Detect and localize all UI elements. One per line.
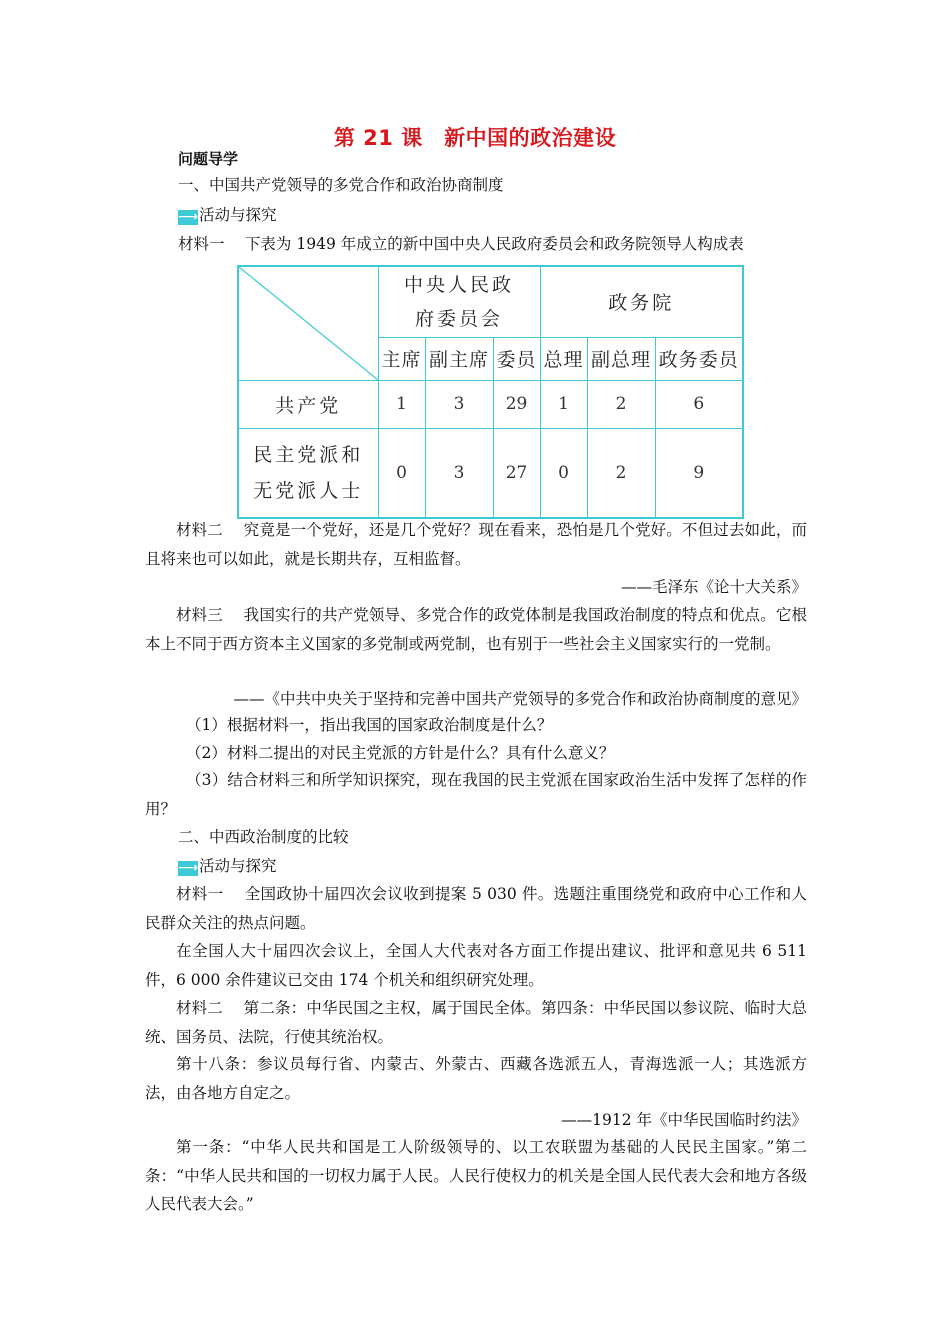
table-cell: 2: [587, 380, 655, 428]
part2-material2-b: 第十八条：参议员每行省、内蒙古、外蒙古、西藏各选派五人，青海选派一人；其选派方法，由各地方自定之。: [145, 1055, 807, 1102]
leadership-table: [237, 265, 744, 519]
table-cell: 27: [493, 428, 540, 517]
section-heading: 问题导学: [178, 150, 239, 168]
part1-activity: [178, 201, 277, 229]
arrow-icon: ⟶: [178, 860, 199, 876]
part2-activity: [178, 852, 277, 880]
part2-heading: 二、中西政治制度的比较: [178, 828, 349, 846]
part1-material3-source: ——《中共中央关于坚持和完善中国共产党领导的多党合作和政治协商制度的意见》: [233, 690, 807, 708]
table-cell: 29: [493, 380, 540, 428]
table-cell: 0: [540, 428, 587, 517]
arrow-icon: ⟶: [178, 209, 199, 225]
table-cell: 1: [378, 380, 425, 428]
table-row-label: 民主党派和无党派人士: [239, 428, 378, 517]
table-column-header: 主席: [378, 337, 425, 380]
table-cell: 6: [655, 380, 742, 428]
part1-material3: 材料三 我国实行的共产党领导、多党合作的政党体制是我国政治制度的特点和优点。它根本上不同于西方资本主义国家的多党制或两党制，也有别于一些社会主义国家实行的一党制。: [145, 606, 807, 653]
part2-material1-b: 在全国人大十届四次会议上，全国人大代表对各方面工作提出建议、批评和意见共 6 511 件，6 000 余件建议已交由 174 个机关和组织研究处理。: [145, 942, 807, 989]
part1-material2: 材料二 究竟是一个党好，还是几个党好？现在看来，恐怕是几个党好。不但过去如此，而且将来也可以如此，就是长期共存，互相监督。: [145, 521, 807, 568]
activity-label: 活动与探究: [199, 857, 277, 875]
lesson-title: 第 21 课 新中国的政治建设: [333, 126, 617, 150]
question-1: （1）根据材料一，指出我国的国家政治制度是什么？: [186, 716, 553, 734]
table-cell: 0: [378, 428, 425, 517]
part2-material1: 材料一 全国政协十届四次会议收到提案 5 030 件。选题注重围绕党和政府中心工作和人民群众关注的热点问题。: [145, 885, 807, 932]
table-cell: 3: [425, 380, 493, 428]
table-column-header: 委员: [493, 337, 540, 380]
table-column-header: 副总理: [587, 337, 655, 380]
diagonal-line: [239, 267, 378, 380]
table-row-label: 共产党: [239, 380, 378, 428]
table-cell: 2: [587, 428, 655, 517]
table-row: [239, 428, 742, 517]
table-cell: 3: [425, 428, 493, 517]
part2-material3: 第一条：“中华人民共和国是工人阶级领导的、以工农联盟为基础的人民民主国家。”第二条：“中华人民共和国的一切权力属于人民。人民行使权力的机关是全国人民代表大会和地方各级人民代表大会。”: [145, 1138, 807, 1213]
question-2: （2）材料二提出的对民主党派的方针是什么？具有什么意义？: [186, 744, 615, 762]
table-group-header: 中央人民政府委员会: [378, 267, 540, 337]
table-row: [239, 380, 742, 428]
table-cell: 1: [540, 380, 587, 428]
part1-material2-source: ——毛泽东《论十大关系》: [620, 578, 807, 596]
table-column-header: 政务委员: [655, 337, 742, 380]
part1-material1-intro: 材料一 下表为 1949 年成立的新中国中央人民政府委员会和政务院领导人构成表: [178, 235, 744, 253]
table-cell: 9: [655, 428, 742, 517]
table-group-header: 政务院: [540, 267, 742, 337]
part2-material2: 材料二 第二条：中华民国之主权，属于国民全体。第四条：中华民国以参议院、临时大总统、国务员、法院，行使其统治权。: [145, 999, 807, 1046]
question-3: （3）结合材料三和所学知识探究，现在我国的民主党派在国家政治生活中发挥了怎样的作用？: [145, 771, 807, 818]
part2-material2-source: ——1912 年《中华民国临时约法》: [561, 1111, 807, 1129]
part1-heading: 一、中国共产党领导的多党合作和政治协商制度: [178, 176, 504, 194]
table-column-header: 副主席: [425, 337, 493, 380]
table-corner-cell: [239, 267, 378, 380]
table-column-header: 总理: [540, 337, 587, 380]
activity-label: 活动与探究: [199, 206, 277, 224]
